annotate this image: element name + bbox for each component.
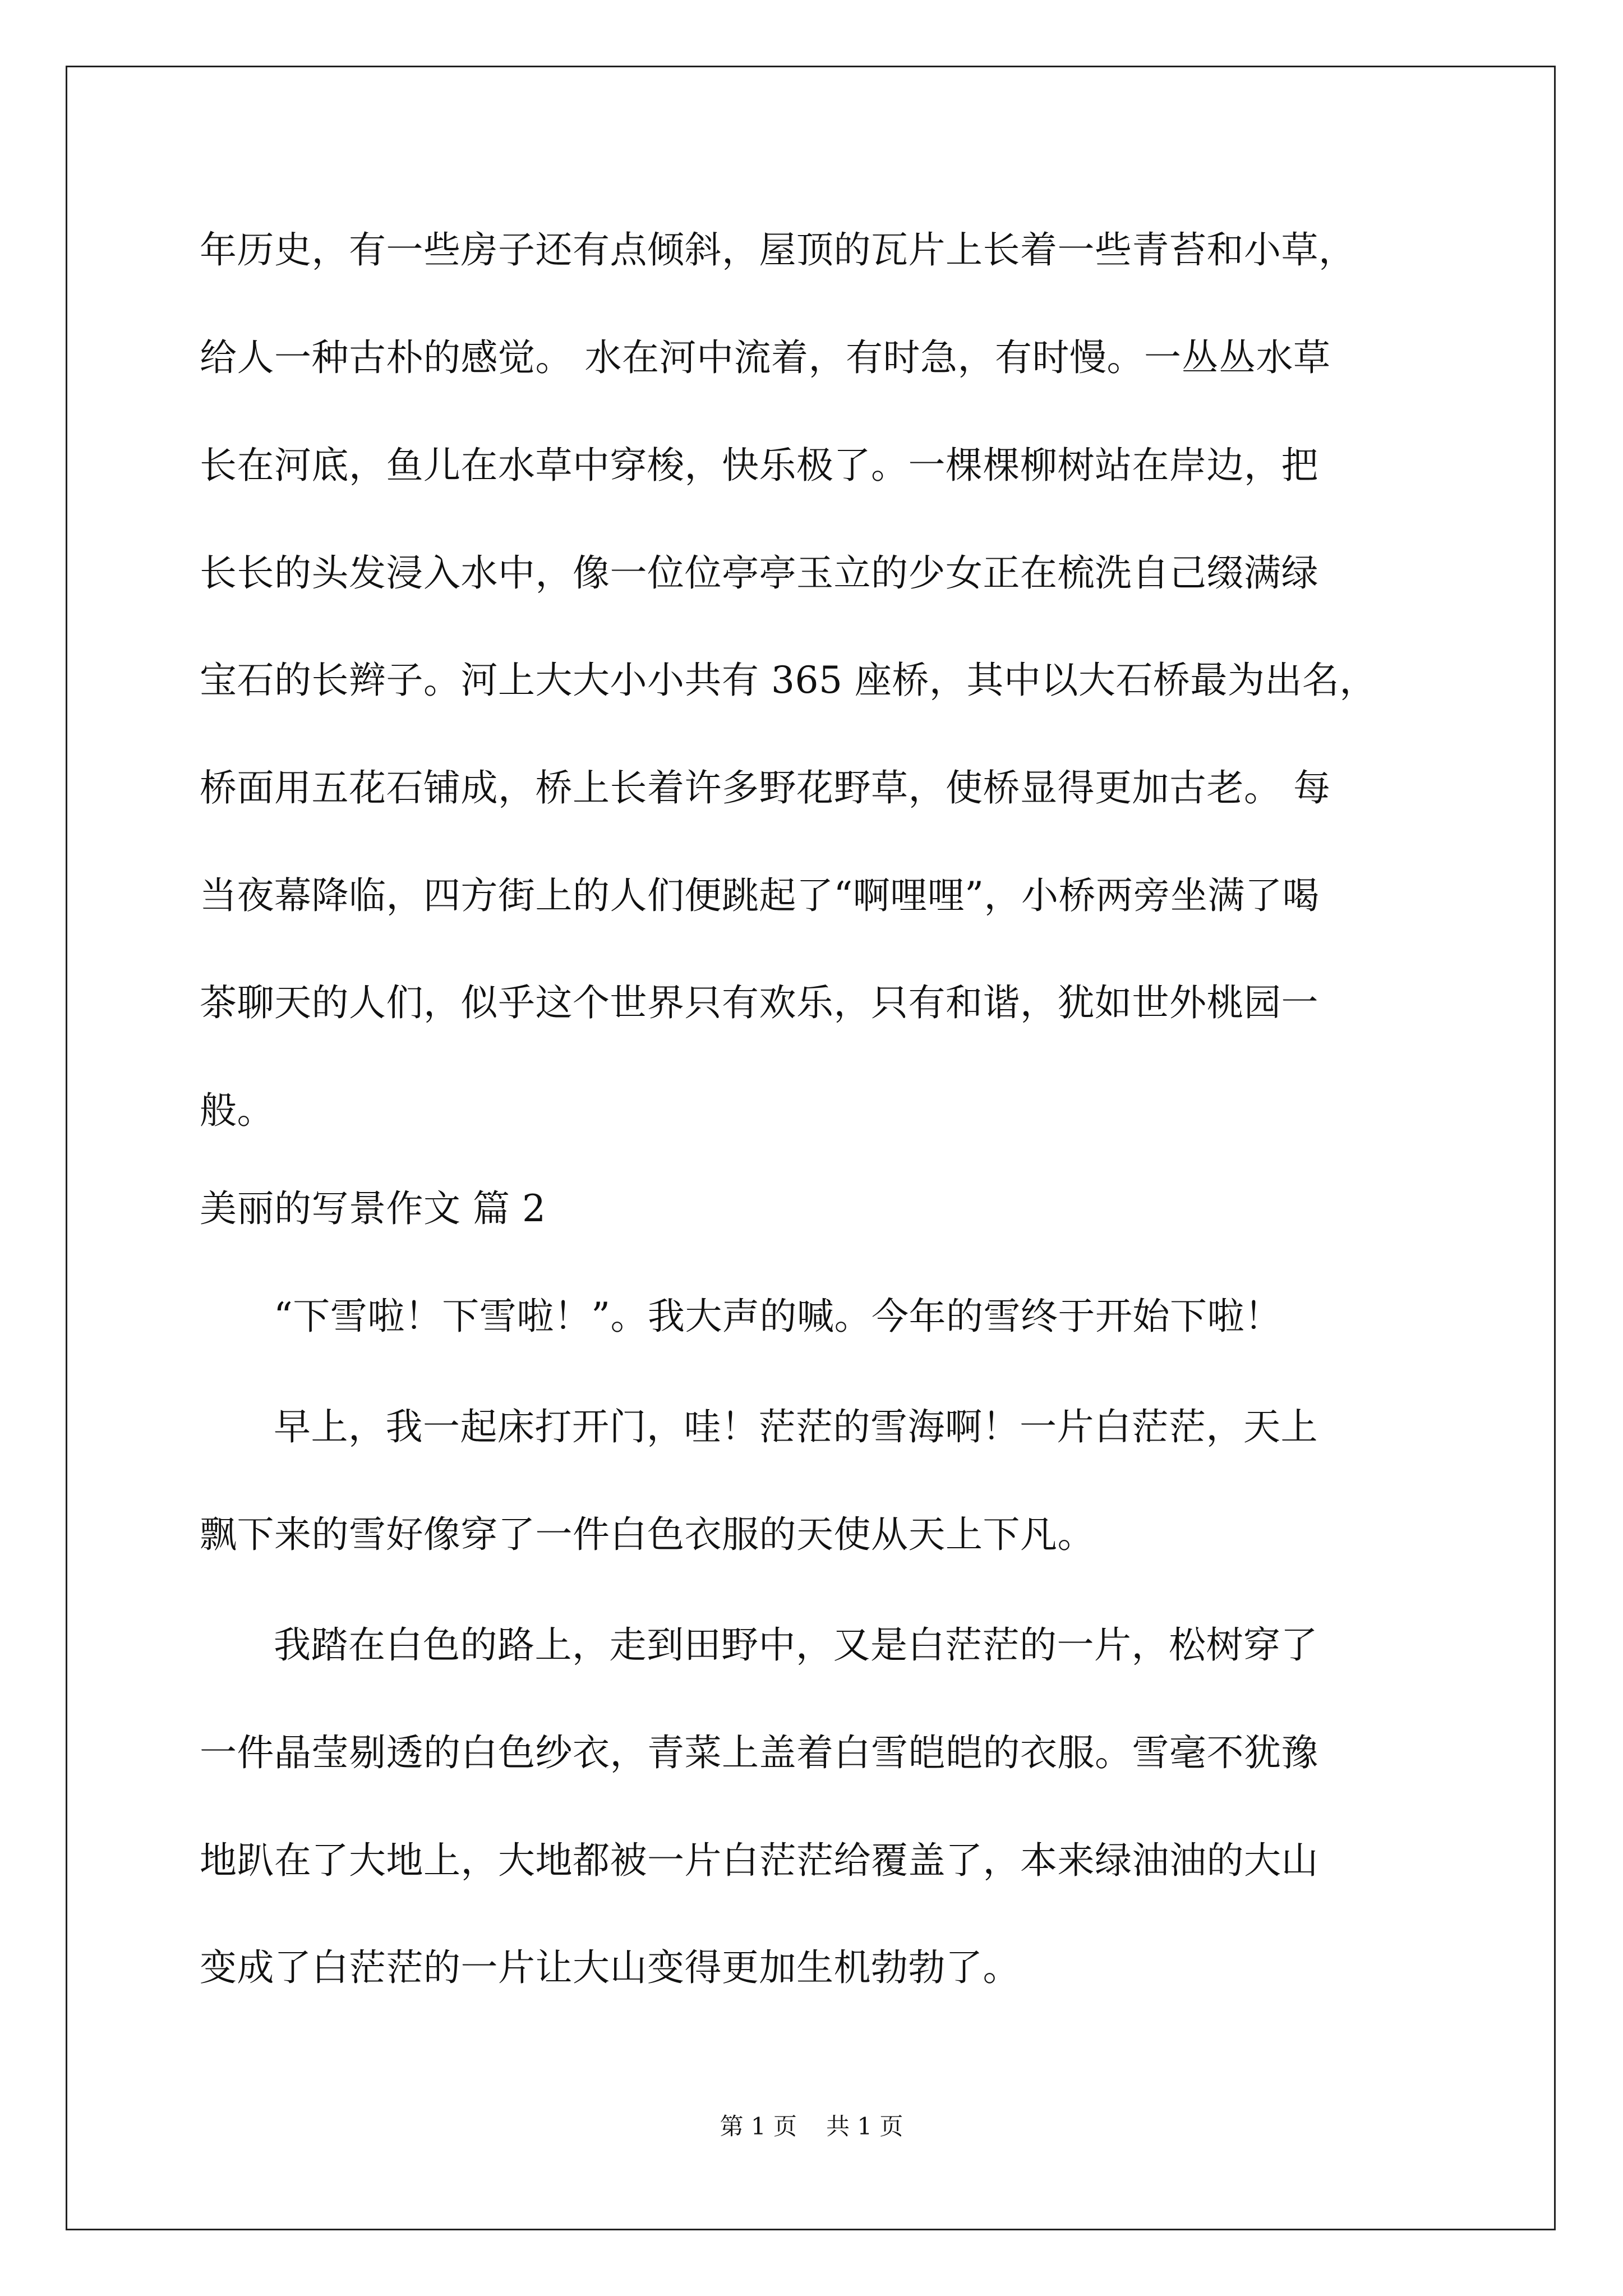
paragraph-line: 年历史，有一些房子还有点倾斜，屋顶的瓦片上长着一些青苔和小草， [200, 228, 1356, 272]
paragraph-line: 一件晶莹剔透的白色纱衣，青菜上盖着白雪皑皑的衣服。雪毫不犹豫 [200, 1731, 1318, 1774]
paragraph-line: 长长的头发浸入水中，像一位位亭亭玉立的少女正在梳洗自己缀满绿 [200, 551, 1318, 595]
paragraph-line: 长在河底，鱼儿在水草中穿梭，快乐极了。一棵棵柳树站在岸边，把 [200, 444, 1318, 487]
paragraph-line: “下雪啦！下雪啦！”。我大声的喊。今年的雪终于开始下啦！ [274, 1295, 1282, 1338]
paragraph-line: 早上，我一起床打开门，哇！茫茫的雪海啊！一片白茫茫，天上 [274, 1405, 1318, 1448]
paragraph-line: 地趴在了大地上，大地都被一片白茫茫给覆盖了，本来绿油油的大山 [200, 1839, 1318, 1882]
page-number: 第 1 页 [720, 2113, 797, 2140]
page-footer [0, 2112, 1623, 2141]
page-frame [66, 66, 1556, 2230]
paragraph-line: 茶聊天的人们，似乎这个世界只有欢乐，只有和谐，犹如世外桃园一 [200, 981, 1318, 1024]
page-total: 共 1 页 [826, 2113, 903, 2140]
paragraph-line: 桥面用五花石铺成，桥上长着许多野花野草，使桥显得更加古老。 每 [200, 766, 1331, 809]
paragraph-line: 宝石的长辫子。河上大大小小共有 365 座桥，其中以大石桥最为出名， [200, 659, 1377, 702]
paragraph-line: 飘下来的雪好像穿了一件白色衣服的天使从天上下凡。 [200, 1513, 1095, 1556]
paragraph-line: 当夜幕降临，四方街上的人们便跳起了“啊哩哩”，小桥两旁坐满了喝 [200, 874, 1320, 917]
paragraph-line: 般。 [200, 1089, 274, 1132]
section-heading: 美丽的写景作文 篇 2 [200, 1187, 546, 1230]
paragraph-line: 变成了白茫茫的一片让大山变得更加生机勃勃了。 [200, 1946, 1020, 1989]
paragraph-line: 我踏在白色的路上，走到田野中，又是白茫茫的一片，松树穿了 [274, 1623, 1318, 1667]
paragraph-line: 给人一种古朴的感觉。 水在河中流着，有时急，有时慢。一丛丛水草 [200, 336, 1331, 379]
